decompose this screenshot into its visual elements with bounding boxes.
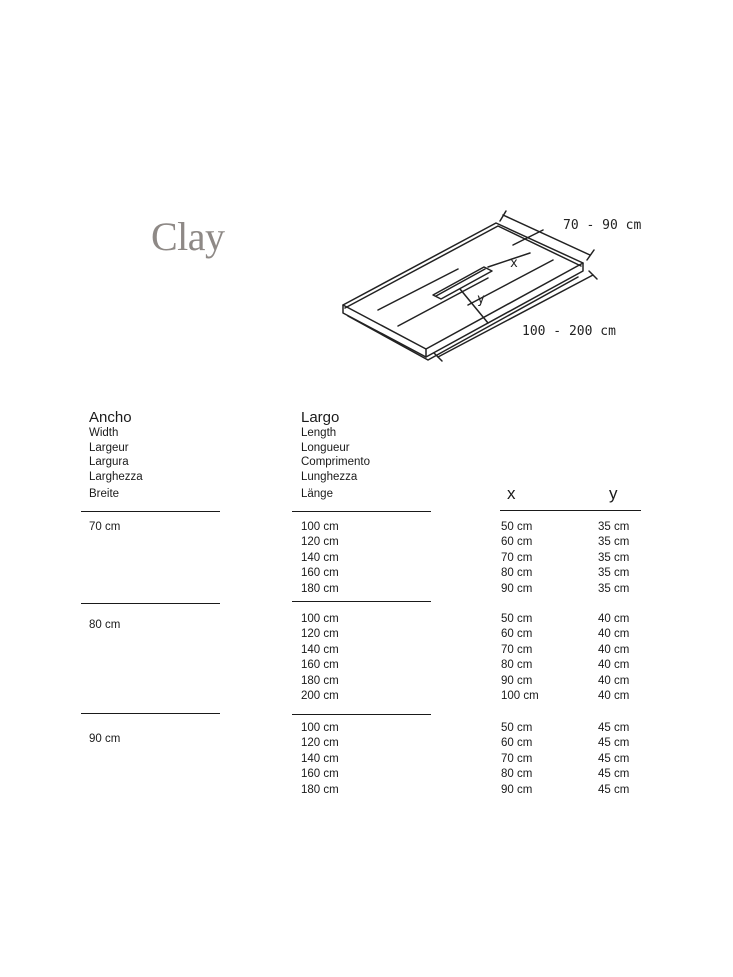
width-divider <box>81 511 220 512</box>
x-value: 60 cm <box>501 536 533 549</box>
x-value: 80 cm <box>501 567 533 580</box>
x-value: 80 cm <box>501 768 533 781</box>
x-value: 70 cm <box>501 643 533 656</box>
length-list <box>301 520 339 597</box>
length-value: 180 cm <box>301 674 339 687</box>
y-value: 45 cm <box>598 768 630 781</box>
x-list <box>501 520 532 597</box>
washbasin-sketch <box>338 205 678 370</box>
length-value: 120 cm <box>301 737 339 750</box>
y-value: 35 cm <box>598 521 630 533</box>
width-column-header <box>89 409 143 502</box>
length-value: 180 cm <box>301 582 339 595</box>
length-dimension-label: 100 - 200 cm <box>522 324 616 339</box>
y-value: 40 cm <box>598 628 630 641</box>
x-value: 70 cm <box>501 551 533 564</box>
x-list <box>501 721 532 798</box>
length-value: 180 cm <box>301 783 339 796</box>
length-value: 160 cm <box>301 768 339 781</box>
y-value: 45 cm <box>598 722 630 734</box>
length-value: 100 cm <box>301 613 339 625</box>
y-value: 40 cm <box>598 643 630 656</box>
length-value: 160 cm <box>301 659 339 672</box>
y-list <box>598 520 629 597</box>
length-translation: Comprimento <box>301 456 371 469</box>
length-column-header <box>301 409 370 502</box>
y-value: 35 cm <box>598 536 630 549</box>
width-divider <box>81 713 220 714</box>
width-translation: Larghezza <box>89 470 143 483</box>
y-value: 35 cm <box>598 582 630 595</box>
x-value: 50 cm <box>501 521 533 533</box>
width-value: 90 cm <box>89 733 121 745</box>
width-divider <box>81 603 220 604</box>
y-value: 40 cm <box>598 690 630 703</box>
length-translation: Lunghezza <box>301 470 358 483</box>
y-column-header: y <box>609 484 618 503</box>
length-value: 100 cm <box>301 722 339 734</box>
length-value: 120 cm <box>301 536 339 549</box>
length-heading: Largo <box>301 409 340 426</box>
x-list <box>501 612 539 704</box>
y-value: 40 cm <box>598 659 630 672</box>
length-divider <box>292 601 431 602</box>
y-value: 45 cm <box>598 752 630 765</box>
x-value: 90 cm <box>501 783 533 796</box>
length-translation: Longueur <box>301 441 350 454</box>
length-list <box>301 721 339 798</box>
width-translation: Width <box>89 427 119 439</box>
length-value: 140 cm <box>301 643 339 656</box>
length-list <box>301 612 339 704</box>
y-value: 35 cm <box>598 551 630 564</box>
x-value: 80 cm <box>501 659 533 672</box>
x-value: 60 cm <box>501 737 533 750</box>
length-divider <box>292 714 431 715</box>
x-value: 70 cm <box>501 752 533 765</box>
y-list <box>598 721 629 798</box>
width-value: 70 cm <box>89 521 121 533</box>
width-dimension-label: 70 - 90 cm <box>563 218 642 233</box>
length-value: 140 cm <box>301 752 339 765</box>
length-value: 100 cm <box>301 521 339 533</box>
y-value: 35 cm <box>598 567 630 580</box>
x-mark: x <box>510 256 518 271</box>
xy-divider <box>500 510 641 511</box>
width-translation: Breite <box>89 488 120 501</box>
y-value: 40 cm <box>598 613 630 625</box>
length-value: 200 cm <box>301 690 339 703</box>
width-value: 80 cm <box>89 619 121 631</box>
x-column-header: x <box>507 484 516 503</box>
y-list <box>598 612 629 704</box>
y-value: 40 cm <box>598 674 630 687</box>
x-value: 50 cm <box>501 613 533 625</box>
y-mark: y <box>477 292 485 307</box>
y-value: 45 cm <box>598 737 630 750</box>
x-value: 90 cm <box>501 582 533 595</box>
length-translation: Length <box>301 427 337 439</box>
length-value: 160 cm <box>301 567 339 580</box>
x-value: 50 cm <box>501 722 533 734</box>
y-value: 45 cm <box>598 783 630 796</box>
length-value: 120 cm <box>301 628 339 641</box>
x-value: 90 cm <box>501 674 533 687</box>
length-translation: Länge <box>301 488 333 501</box>
x-value: 100 cm <box>501 690 539 703</box>
width-translation: Largura <box>89 456 129 469</box>
length-value: 140 cm <box>301 551 339 564</box>
product-title: Clay <box>151 214 225 259</box>
x-value: 60 cm <box>501 628 533 641</box>
width-translation: Largeur <box>89 441 129 454</box>
length-divider <box>292 511 431 512</box>
width-heading: Ancho <box>89 409 132 426</box>
